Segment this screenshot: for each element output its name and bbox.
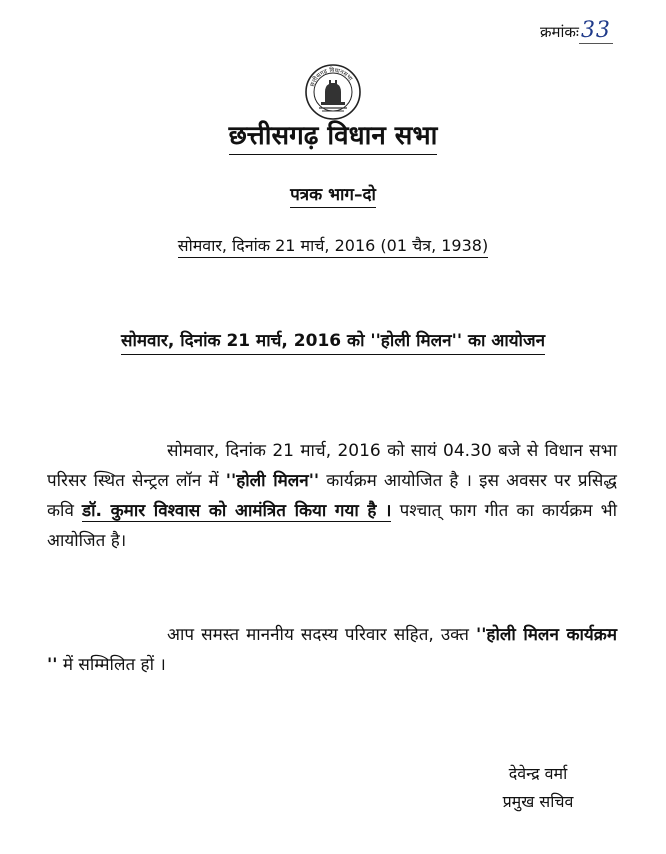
signatory-designation: प्रमुख सचिव	[502, 792, 574, 811]
event-program-bold: ''होली मिलन कार्यक्रम ''	[47, 625, 617, 675]
signatory-name: देवेन्द्र वर्मा	[508, 764, 568, 783]
serial-label: क्रमांकः	[540, 23, 579, 41]
paragraph-2: आप समस्त माननीय सदस्य परिवार सहित, उक्त ''होली मिलन कार्यक्रम '' में सम्मिलित हों ।	[47, 625, 617, 675]
date-line: सोमवार, दिनांक 21 मार्च, 2016 (01 चैत्र, 1938)	[0, 234, 666, 256]
serial-value: 33	[580, 18, 611, 43]
serial-number	[540, 18, 613, 43]
guest-poet-bold: डॉ. कुमार विश्वास को आमंत्रित किया गया है ।	[82, 501, 392, 521]
event-name-bold: ''होली मिलन''	[225, 471, 320, 491]
paragraph-1: सोमवार, दिनांक 21 मार्च, 2016 को सायं 04.30 बजे से विधान सभा परिसर स्थित सेन्ट्रल लॉन में ''होली मिलन'' कार्यक्रम आयोजित है । इस अवसर पर प्रसिद्ध कवि डॉ. कुमार विश्वास को आमंत्रित किया गया है । पश्चात् फाग गीत का कार्यक्रम भी आयोजित है।	[47, 441, 617, 551]
svg-text:छत्तीसगढ़ विधानसभा: छत्तीसगढ़ विधानसभा	[308, 66, 354, 88]
assembly-emblem-icon	[303, 62, 363, 122]
notice-heading: सोमवार, दिनांक 21 मार्च, 2016 को ''होली मिलन'' का आयोजन	[0, 328, 666, 351]
document-title: छत्तीसगढ़ विधान सभा	[0, 116, 666, 152]
document-subtitle: पत्रक भाग–दो	[0, 182, 666, 205]
